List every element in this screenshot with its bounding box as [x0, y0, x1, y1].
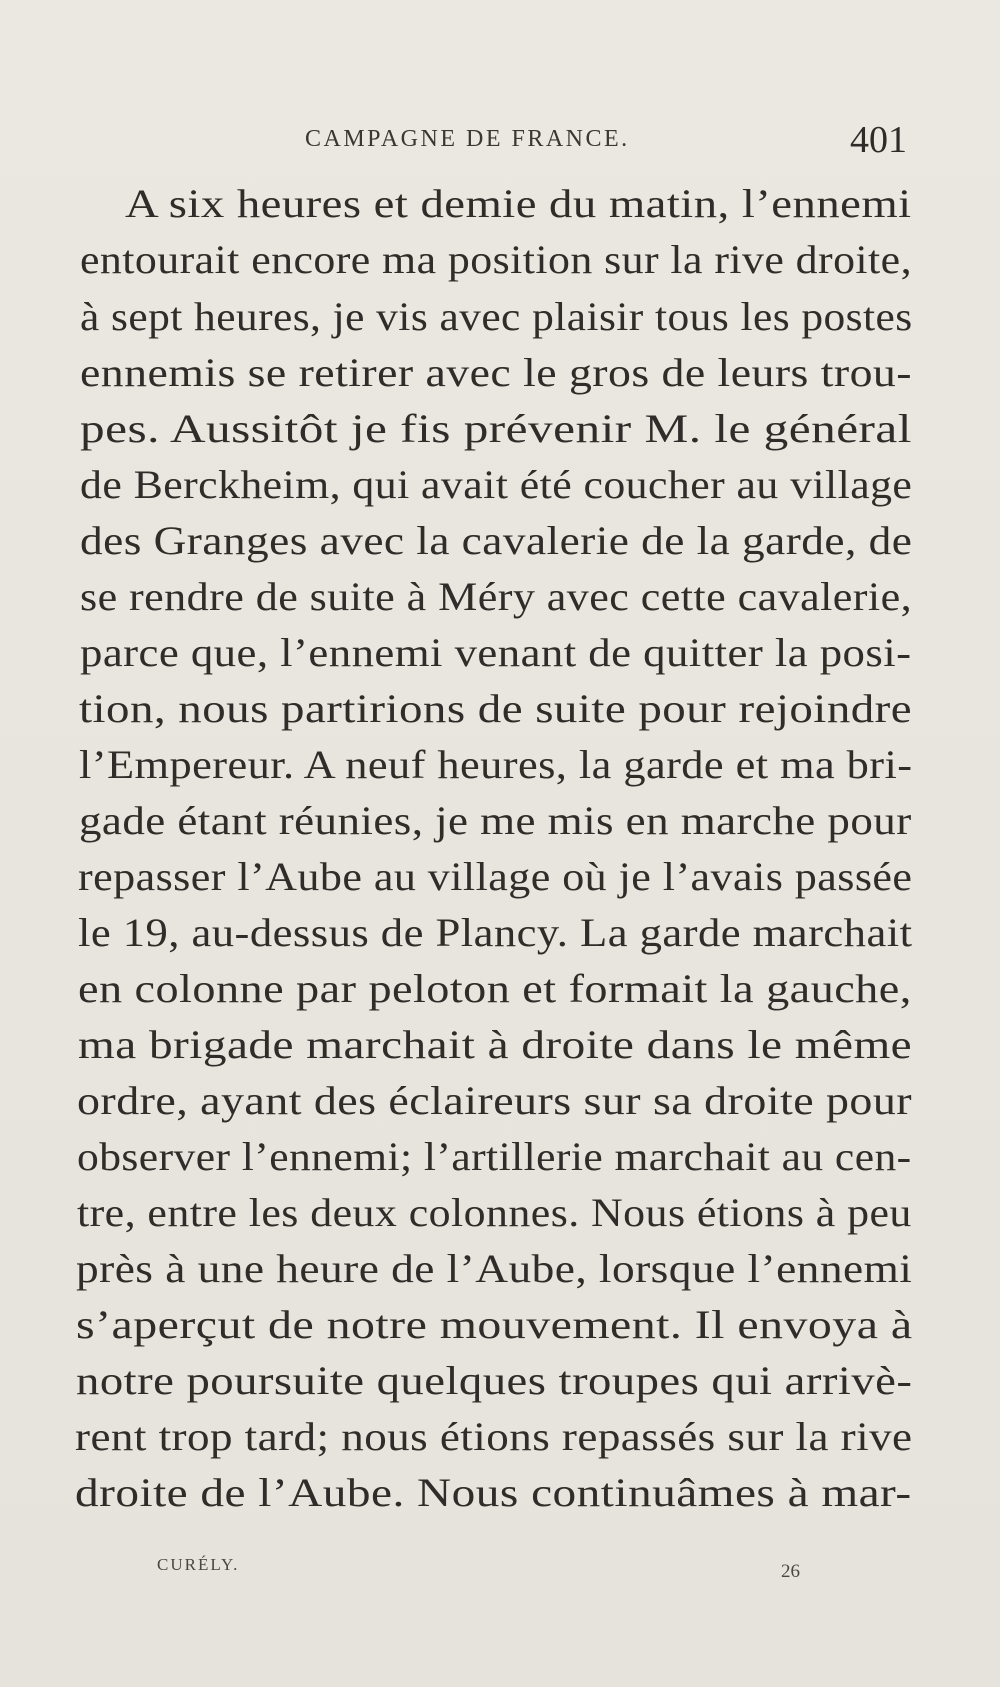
- text-line: l’Empereur. A neuf heures, la garde et ma bri-: [79, 742, 913, 787]
- text-line: droite de l’Aube. Nous continuâmes à mar-: [75, 1470, 912, 1515]
- text-line: parce que, l’ennemi venant de quitter la posi-: [80, 630, 912, 675]
- text-line: des Granges avec la cavalerie de la garde, de: [80, 518, 913, 563]
- page-footer: [0, 1555, 1000, 1595]
- text-line: près à une heure de l’Aube, lorsque l’ennemi: [76, 1246, 913, 1291]
- text-line: pes. Aussitôt je fis prévenir M. le général: [80, 406, 912, 451]
- text-line: le 19, au-dessus de Plancy. La garde marchait: [78, 910, 913, 955]
- text-line: se rendre de suite à Méry avec cette cavalerie,: [80, 574, 913, 619]
- text-line: en colonne par peloton et formait la gauche,: [78, 966, 912, 1011]
- text-line: de Berckheim, qui avait été coucher au village: [80, 462, 913, 507]
- text-line: gade étant réunies, je me mis en marche pour: [79, 798, 912, 843]
- page-header: [0, 118, 1000, 168]
- running-title: CAMPAGNE DE FRANCE.: [305, 126, 630, 152]
- page-number: 401: [850, 119, 907, 161]
- text-line: à sept heures, je vis avec plaisir tous les postes: [80, 294, 913, 339]
- text-line: repasser l’Aube au village où je l’avais passée: [78, 854, 913, 899]
- text-line: tion, nous partirions de suite pour rejoindre: [79, 686, 913, 731]
- text-line: ma brigade marchait à droite dans le même: [78, 1022, 913, 1067]
- text-line: ennemis se retirer avec le gros de leurs trou-: [80, 350, 912, 395]
- text-line: A six heures et demie du matin, l’ennemi: [125, 181, 912, 226]
- text-line: ordre, ayant des éclaireurs sur sa droite pour: [77, 1078, 913, 1123]
- signature-mark: 26: [781, 1561, 800, 1582]
- text-line: rent trop tard; nous étions repassés sur la rive: [75, 1414, 913, 1459]
- text-line: s’aperçut de notre mouvement. Il envoya à: [76, 1302, 913, 1347]
- text-line: observer l’ennemi; l’artillerie marchait au cen-: [77, 1134, 912, 1179]
- text-line: entourait encore ma position sur la rive droite,: [80, 237, 912, 282]
- text-line: notre poursuite quelques troupes qui arrivè-: [76, 1358, 913, 1403]
- author-mark: CURÉLY.: [157, 1555, 240, 1574]
- text-line: tre, entre les deux colonnes. Nous étions à peu: [77, 1190, 912, 1235]
